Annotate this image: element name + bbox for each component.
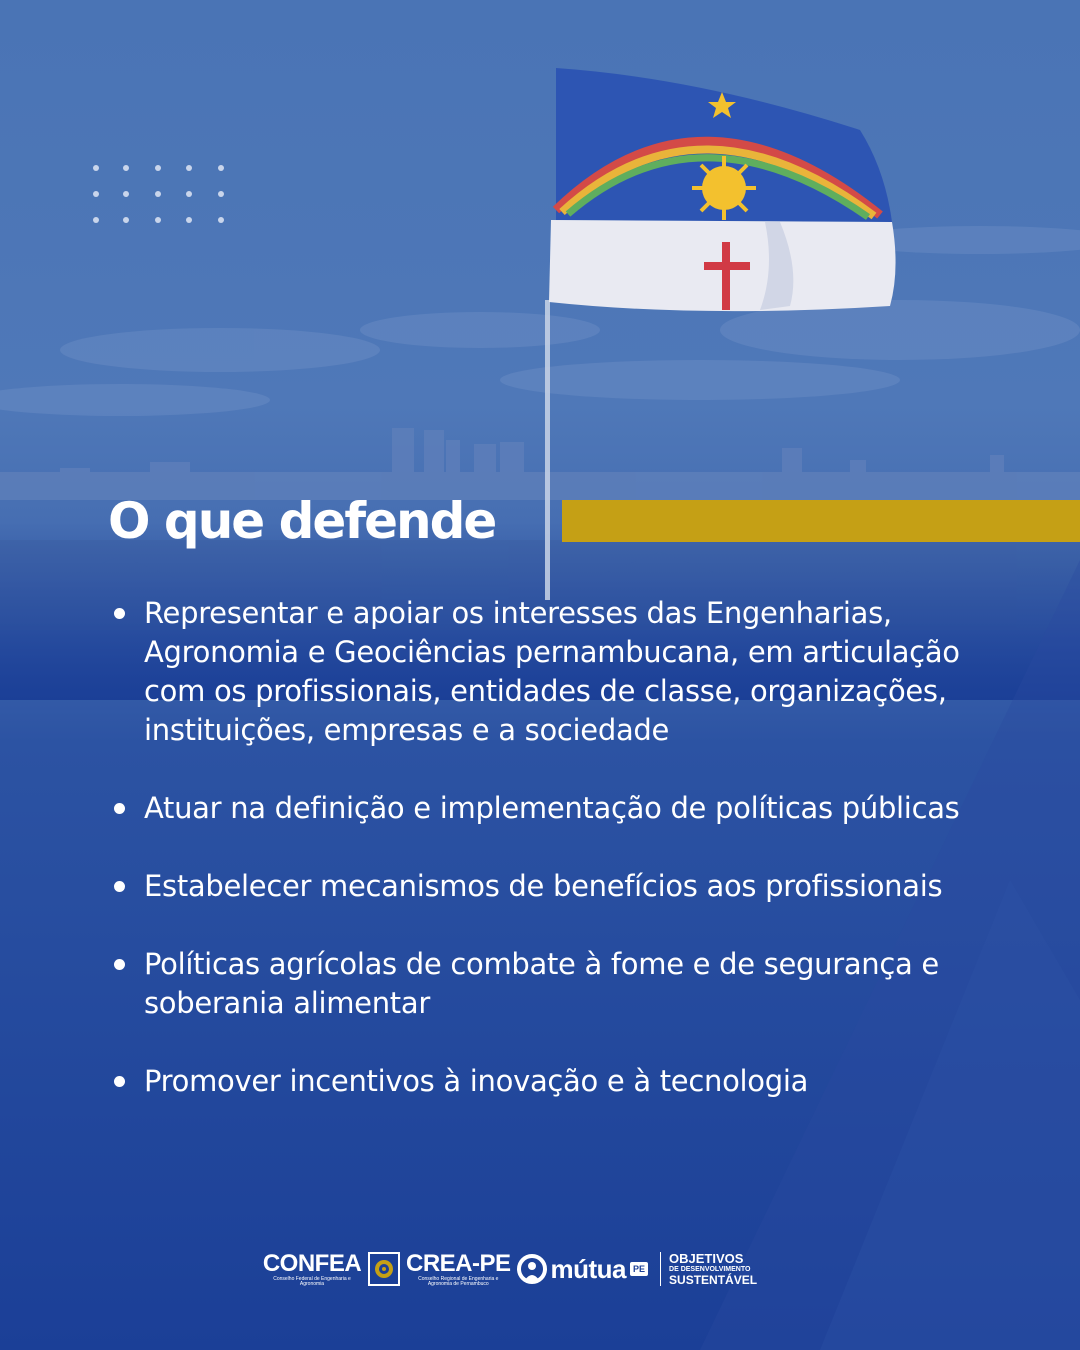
list-item-text: Políticas agrícolas de combate à fome e de segurança e soberania alimentar — [144, 947, 939, 1020]
bullet-list — [112, 594, 972, 1140]
list-item — [112, 789, 972, 828]
list-item-text: Promover incentivos à inovação e à tecnologia — [144, 1064, 809, 1098]
page-title: O que defende — [108, 492, 496, 550]
list-item-text: Representar e apoiar os interesses das Engenharias, Agronomia e Geociências pernambucana, em articulação com os profissionais, entidades de classe, organizações, instituições, empresas e a sociedade — [144, 596, 960, 747]
list-item — [112, 945, 972, 1023]
confea-logo — [262, 1249, 362, 1287]
list-item — [112, 867, 972, 906]
mutua-pe-badge: PE — [630, 1262, 648, 1276]
confea-name: CONFEA — [262, 1249, 362, 1277]
bullet-icon — [114, 803, 125, 814]
accent-bar — [562, 500, 1080, 542]
mutua-logo — [517, 1254, 649, 1285]
crea-emblem-icon — [368, 1252, 400, 1286]
bullet-icon — [114, 881, 125, 892]
list-item — [112, 594, 972, 750]
list-item-text: Atuar na definição e implementação de políticas públicas — [144, 791, 960, 825]
mutua-name: mútua — [550, 1253, 627, 1284]
mutua-symbol-icon — [517, 1254, 547, 1284]
bullet-icon — [114, 1076, 125, 1087]
ods-line-3: SUSTENTÁVEL — [669, 1273, 758, 1287]
ods-line-1: OBJETIVOS — [669, 1251, 744, 1266]
list-item — [112, 1062, 972, 1101]
ods-logo — [660, 1252, 757, 1286]
ods-line-2: DE DESENVOLVIMENTO — [669, 1266, 751, 1273]
list-item-text: Estabelecer mecanismos de benefícios aos profissionais — [144, 869, 943, 903]
decorative-dot-grid — [88, 160, 228, 224]
crea-pe-subtitle: Conselho Regional de Engenharia e Agronomia de Pernambuco — [418, 1275, 499, 1287]
confea-subtitle: Conselho Federal de Engenharia e Agronomia — [273, 1275, 351, 1287]
bullet-icon — [114, 959, 125, 970]
footer-logos — [262, 1248, 822, 1290]
crea-pe-name: CREA-PE — [406, 1249, 511, 1277]
crea-pe-logo — [406, 1249, 511, 1287]
bullet-icon — [114, 608, 125, 619]
